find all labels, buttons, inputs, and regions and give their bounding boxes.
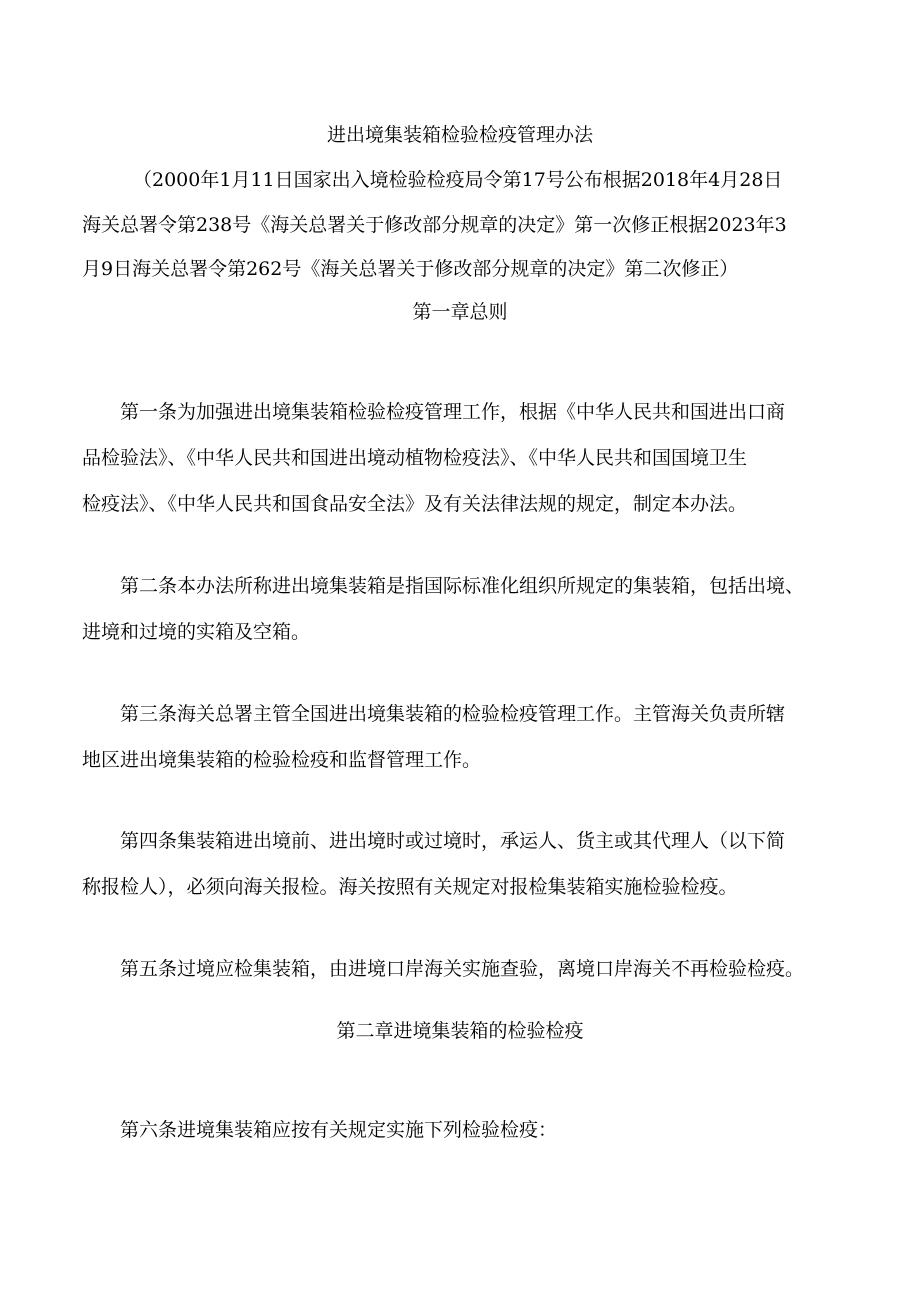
article-3-line-1: 第三条海关总署主管全国进出境集装箱的检验检疫管理工作。主管海关负责所辖 xyxy=(120,703,786,725)
note-line-1: （2000年1月11日国家出入境检验检疫局令第17号公布根据2018年4月28日 xyxy=(133,169,783,191)
note-line-3: 月9日海关总署令第262号《海关总署关于修改部分规章的决定》第二次修正） xyxy=(82,258,739,280)
article-2-line-2: 进境和过境的实箱及空箱。 xyxy=(82,621,311,643)
document-title: 进出境集装箱检验检疫管理办法 xyxy=(326,124,593,146)
article-2-line-1: 第二条本办法所称进出境集装箱是指国际标准化组织所规定的集装箱，包括出境、 xyxy=(120,575,805,597)
article-4-line-2: 称报检人），必须向海关报检。海关按照有关规定对报检集装箱实施检验检疫。 xyxy=(82,876,738,898)
article-6-line-1: 第六条进境集装箱应按有关规定实施下列检验检疫： xyxy=(120,1119,558,1141)
article-1-line-2: 品检验法》、《中华人民共和国进出境动植物检疫法》、《中华人民共和国国境卫生 xyxy=(82,447,748,469)
article-1-line-1: 第一条为加强进出境集装箱检验检疫管理工作，根据《中华人民共和国进出口商 xyxy=(120,401,786,423)
note-line-2: 海关总署令第238号《海关总署关于修改部分规章的决定》第一次修正根据2023年3 xyxy=(82,214,787,236)
article-1-line-3: 检疫法》、《中华人民共和国食品安全法》及有关法律法规的规定，制定本办法。 xyxy=(82,493,748,515)
chapter-2-heading: 第二章进境集装箱的检验检疫 xyxy=(336,1020,584,1042)
article-4-line-1: 第四条集装箱进出境前、进出境时或过境时，承运人、货主或其代理人（以下简 xyxy=(120,830,786,852)
chapter-1-heading: 第一章总则 xyxy=(412,301,508,323)
article-5-line-1: 第五条过境应检集装箱，由进境口岸海关实施查验，离境口岸海关不再检验检疫。 xyxy=(120,958,805,980)
article-3-line-2: 地区进出境集装箱的检验检疫和监督管理工作。 xyxy=(82,749,482,771)
